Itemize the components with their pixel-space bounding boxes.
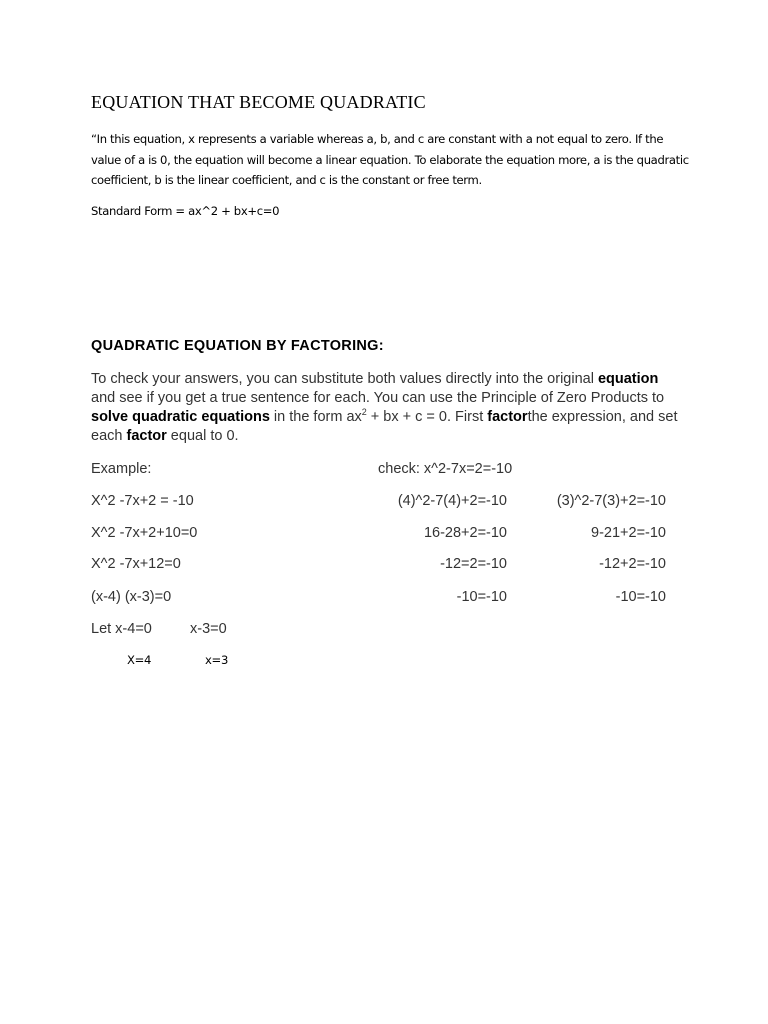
check-x3-row: -10=-10 bbox=[615, 589, 666, 605]
standard-form: Standard Form = ax^2 + bx+c=0 bbox=[91, 204, 280, 218]
para-text-4: + bx + c = 0. First bbox=[366, 409, 488, 425]
factoring-paragraph bbox=[91, 370, 681, 446]
keyword-solve: solve quadratic equations bbox=[91, 409, 270, 425]
step-row: (x-4) (x-3)=0 bbox=[91, 589, 172, 605]
para-text-2: and see if you get a true sentence for each. You can use the Principle of Zero Products to bbox=[91, 390, 665, 406]
let-second: x-3=0 bbox=[190, 621, 227, 637]
check-label: check: x^2-7x=2=-10 bbox=[378, 461, 513, 477]
para-text-1: To check your answers, you can substitute both values directly into the original bbox=[91, 371, 598, 387]
check-x4-row: (4)^2-7(4)+2=-10 bbox=[397, 493, 507, 509]
exponent: 2 bbox=[361, 407, 367, 417]
check-x3-row: -12+2=-10 bbox=[599, 556, 666, 572]
keyword-equation: equation bbox=[597, 371, 659, 387]
intro-paragraph: “In this equation, x represents a variable whereas a, b, and c are constant with a not equal to zero. If the value of a is 0, the equation will become a linear equation. To elaborate the equation more, a is the quadratic coefficient, b is the linear coefficient, and c is the constant or free term. bbox=[91, 132, 689, 187]
check-x4-row: -10=-10 bbox=[456, 589, 507, 605]
para-text-5: the expression, and set each bbox=[91, 409, 678, 444]
check-x3-row: 9-21+2=-10 bbox=[591, 525, 666, 541]
section-heading: QUADRATIC EQUATION BY FACTORING: bbox=[91, 338, 384, 354]
step-row: X^2 -7x+12=0 bbox=[91, 556, 181, 572]
example-label: Example: bbox=[91, 461, 152, 477]
check-x4-row: -12=2=-10 bbox=[440, 556, 507, 572]
keyword-factor: factor bbox=[487, 409, 528, 425]
para-text-3: in the form ax bbox=[269, 409, 362, 425]
let-label: Let x-4=0 bbox=[91, 621, 152, 637]
check-x3-row: (3)^2-7(3)+2=-10 bbox=[556, 493, 666, 509]
step-row: X^2 -7x+2 = -10 bbox=[91, 493, 194, 509]
solution-x4: X=4 bbox=[127, 653, 152, 667]
para-text-6: equal to 0. bbox=[166, 428, 239, 444]
step-row: X^2 -7x+2+10=0 bbox=[91, 525, 198, 541]
check-x4-row: 16-28+2=-10 bbox=[423, 525, 507, 541]
page-title: EQUATION THAT BECOME QUADRATIC bbox=[91, 92, 426, 112]
solution-x3: x=3 bbox=[205, 653, 229, 667]
keyword-factor-2: factor bbox=[126, 428, 167, 444]
